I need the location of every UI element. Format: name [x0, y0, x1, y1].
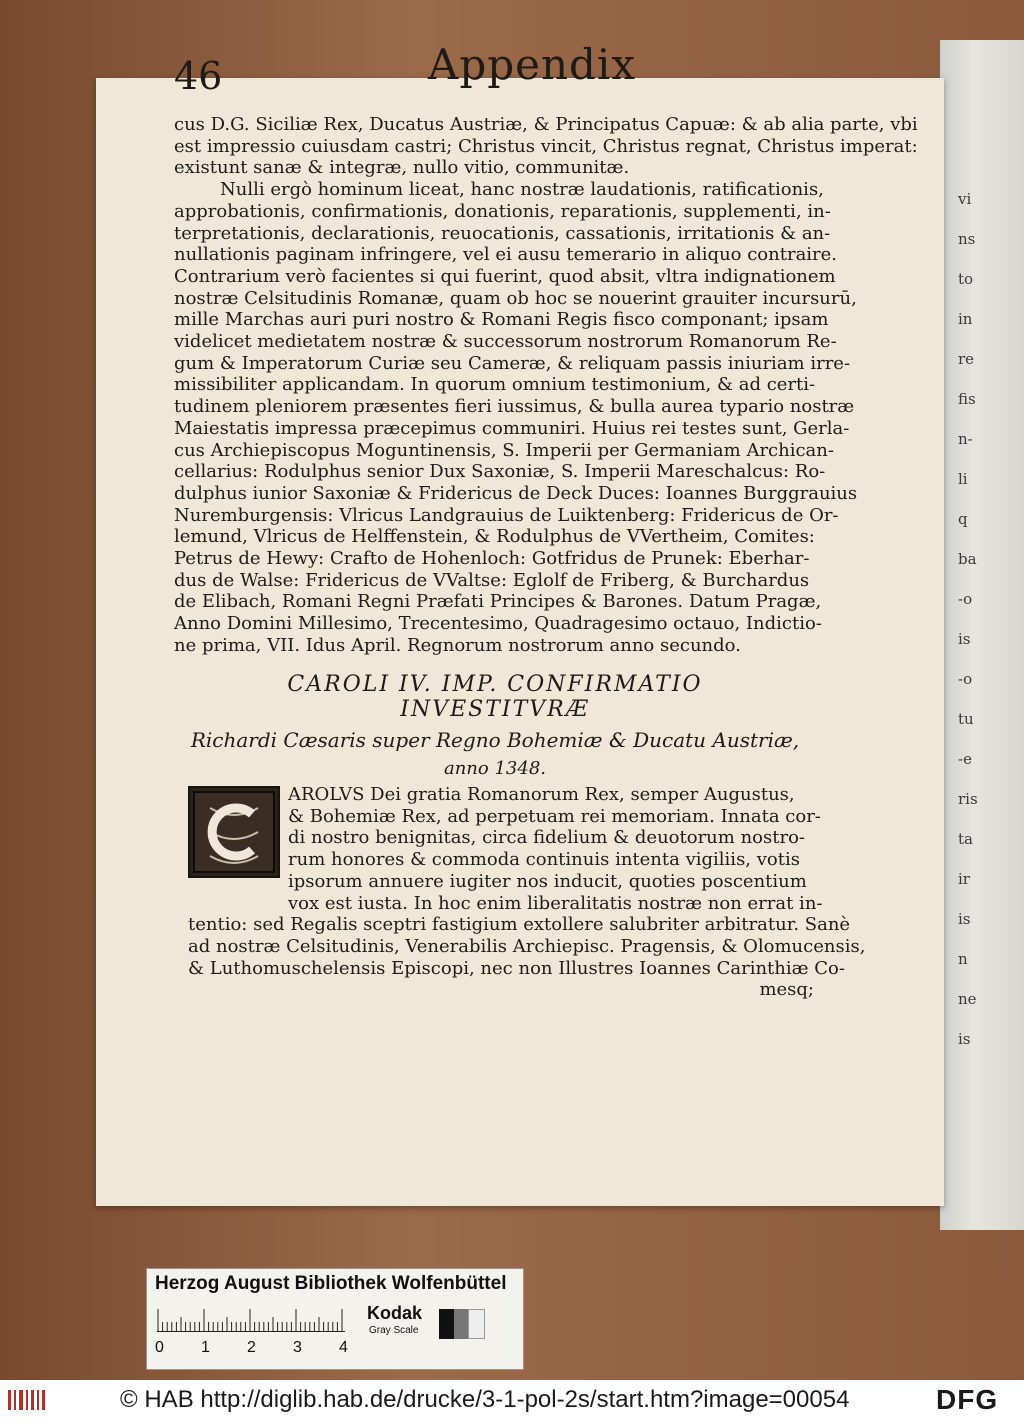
text-line: Petrus de Hewy: Crafto de Hohenloch: Gotfridus de Prunek: Eberhar- — [174, 548, 810, 570]
facing-page-fragment: vi — [958, 190, 972, 208]
section-heading — [190, 672, 800, 779]
text-line: cus D.G. Siciliæ Rex, Ducatus Austriæ, & Principatus Capuæ: & ab alia parte, vbi — [174, 114, 918, 135]
facing-page-fragment: is — [958, 910, 971, 928]
text-line: ipsorum annuere iugiter nos inducit, quoties poscentium — [288, 870, 807, 892]
facing-page-fragment: q — [958, 510, 968, 528]
text-line: terpretationis, declarationis, reuocationis, cassationis, irritationis & an- — [174, 222, 831, 244]
facing-page-fragment: li — [958, 470, 968, 488]
facing-page-fragment: n — [958, 950, 968, 968]
text-line: Contrarium verò facientes si qui fuerint, quod absit, vltra indignationem — [174, 265, 836, 287]
text-line: existunt sanæ & integræ, nullo vitio, communitæ. — [174, 157, 630, 179]
charter-text-block — [188, 784, 866, 1001]
facing-page-fragment: re — [958, 350, 975, 368]
viewer-footer — [0, 1380, 1024, 1420]
kodak-label: Kodak — [367, 1303, 423, 1323]
facing-page-fragment: is — [958, 1030, 971, 1048]
facing-page-fragment: in — [958, 310, 973, 328]
main-text-block — [174, 114, 918, 657]
text-line: videlicet medietatem nostræ & successorum nostrorum Romanorum Re- — [174, 331, 837, 353]
facing-page-fragment: tu — [958, 710, 974, 728]
heading-title: CAROLI IV. IMP. CONFIRMATIO INVESTITVRÆ — [287, 672, 703, 722]
text-line: ne prima, VII. Idus April. Regnorum nostrorum anno secundo. — [174, 634, 741, 656]
plate-title: Herzog August Bibliothek Wolfenbüttel — [155, 1273, 507, 1294]
text-line: cellarius: Rodulphus senior Dux Saxoniæ, S. Imperii Mareschalcus: Ro- — [174, 461, 826, 483]
text-line: di nostro benignitas, circa fidelium & deuotorum nostro- — [288, 827, 805, 849]
facing-page-fragment: ta — [958, 830, 973, 848]
text-line: Nuremburgensis: Vlricus Landgrauius de Luiktenberg: Fridericus de Or- — [174, 504, 839, 526]
text-line: mesq; — [759, 979, 814, 1001]
text-line: de Elibach, Romani Regni Præfati Principes & Barones. Datum Pragæ, — [174, 591, 822, 613]
text-line: AROLVS Dei gratia Romanorum Rex, semper Augustus, — [288, 784, 795, 805]
text-line: tudinem pleniorem præsentes fieri iussimus, & bulla aurea typario nostræ — [174, 396, 855, 418]
facing-page-fragment: ne — [958, 990, 977, 1008]
text-line: rum honores & commoda continuis intenta vigiliis, votis — [288, 849, 800, 871]
text-line: ad nostræ Celsitudinis, Venerabilis Archiepisc. Pragensis, & Olomucensis, — [188, 935, 866, 957]
text-line: est impressio cuiusdam castri; Christus vincit, Christus regnat, Christus imperat: — [174, 135, 918, 157]
ruler-number: 1 — [201, 1339, 210, 1356]
text-line: Anno Domini Millesimo, Trecentesimo, Quadragesimo octauo, Indictio- — [174, 613, 822, 635]
text-line: nostræ Celsitudinis Romanæ, quam ob hoc se nouerint grauiter incursurū, — [174, 287, 857, 309]
copyright-link[interactable]: © HAB http://diglib.hab.de/drucke/3-1-pol-2s/start.htm?image=00054 — [120, 1386, 850, 1413]
gray-scale-label: Gray Scale — [369, 1325, 419, 1336]
facing-page-fragment: -e — [958, 750, 972, 768]
ruler-number: 4 — [339, 1339, 348, 1356]
text-line: Nulli ergò hominum liceat, hanc nostræ laudationis, ratificationis, — [220, 179, 824, 201]
facing-page-fragment: ris — [958, 790, 978, 808]
library-color-plate — [146, 1268, 524, 1370]
facing-page-fragment: ns — [958, 230, 976, 248]
ruler-number: 2 — [247, 1339, 256, 1356]
gray-scale-patches — [439, 1309, 485, 1339]
running-title: Appendix — [428, 40, 637, 89]
facing-page-fragment: fis — [958, 390, 976, 408]
text-line: & Bohemiæ Rex, ad perpetuam rei memoriam. Innata cor- — [288, 805, 821, 827]
text-line: & Luthomuschelensis Episcopi, nec non Illustres Ioannes Carinthiæ Co- — [188, 957, 845, 979]
facing-page-fragment: to — [958, 270, 974, 288]
heading-subtitle: Richardi Cæsaris super Regno Bohemiæ & Ducatu Austriæ, — [190, 728, 800, 752]
facing-page-fragment: ba — [958, 550, 977, 568]
facing-page-fragment: ir — [958, 870, 970, 888]
heading-date: anno 1348. — [443, 758, 546, 779]
text-line: mille Marchas auri puri nostro & Romani Regis fisco componant; ipsam — [174, 309, 829, 331]
facing-page-fragment: n- — [958, 430, 973, 448]
facing-page-fragment: -o — [958, 590, 973, 608]
page-number: 46 — [174, 54, 223, 98]
ruler-number: 3 — [293, 1339, 302, 1356]
ruler-number: 0 — [155, 1339, 164, 1356]
facing-page-edge — [940, 40, 1024, 1230]
text-line: missibiliter applicandam. In quorum omnium testimonium, & ad certi- — [174, 374, 816, 396]
text-line: tentio: sed Regalis sceptri fastigium extollere salubriter arbitratur. Sanè — [188, 914, 851, 936]
facing-page-fragment: is — [958, 630, 971, 648]
text-line: approbationis, confirmationis, donationis, reparationis, supplementi, in- — [174, 200, 831, 222]
text-line: nullationis paginam infringere, vel ei ausu temerario in aliquo contraire. — [174, 244, 838, 266]
ruler-icon — [157, 1309, 345, 1332]
text-line: vox est iusta. In hoc enim liberalitatis nostræ non errat in- — [288, 892, 823, 914]
text-line: dulphus iunior Saxoniæ & Fridericus de Deck Duces: Ioannes Burggrauius — [174, 482, 858, 504]
text-line: dus de Walse: Fridericus de VValtse: Eglolf de Friberg, & Burchardus — [174, 569, 810, 591]
text-line: gum & Imperatorum Curiæ seu Cameræ, & reliquam passis iniuriam irre- — [174, 352, 851, 374]
dfg-logo: DFG — [936, 1384, 999, 1415]
barcode-icon — [6, 1386, 48, 1414]
text-line: cus Archiepiscopus Moguntinensis, S. Imperii per Germaniam Archican- — [174, 439, 834, 461]
text-line: lemund, Vlricus de Helffenstein, & Rodulphus de VVertheim, Comites: — [174, 526, 815, 548]
text-line: Maiestatis impressa præcepimus communiri. Huius rei testes sunt, Gerla- — [174, 417, 850, 439]
facing-page-fragment: -o — [958, 670, 973, 688]
